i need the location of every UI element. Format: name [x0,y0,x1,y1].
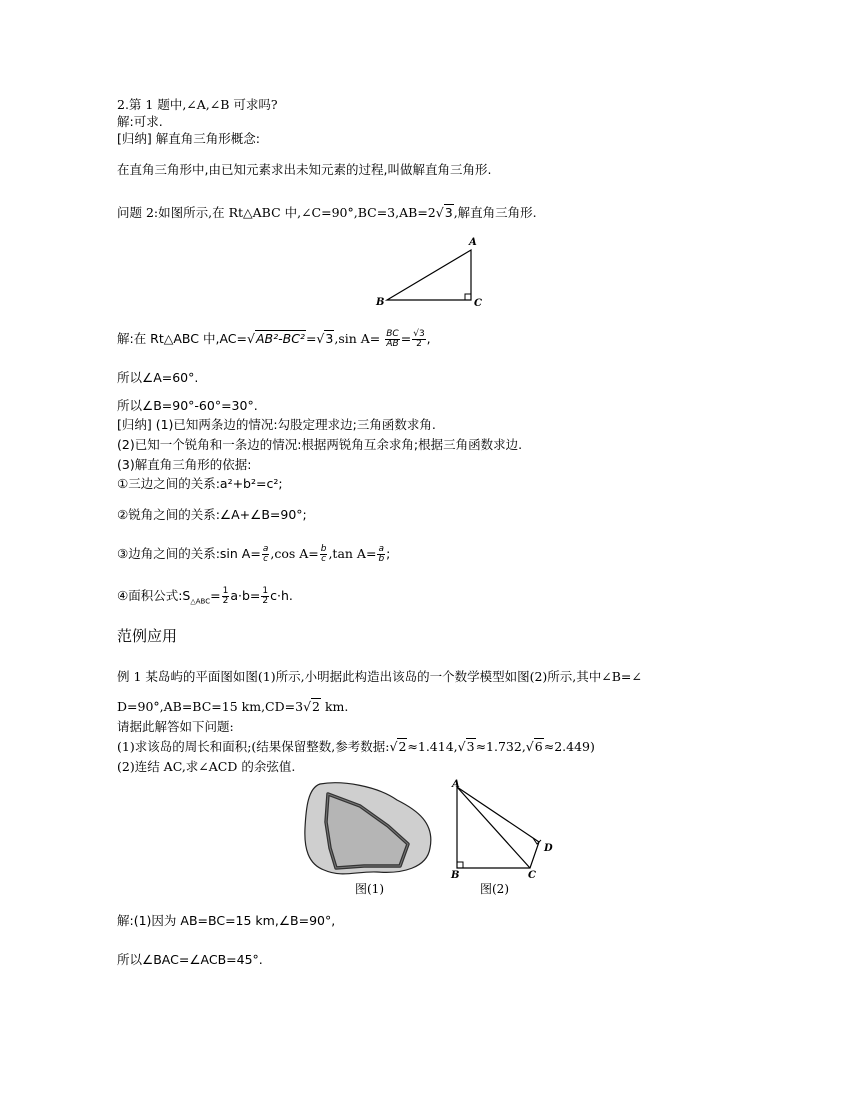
triangle-figure [370,232,490,312]
example-1-line4: (1)求该岛的周长和面积;(结果保留整数,参考数据:√2≈1.414,√3≈1.732,√6≈2.449) [117,739,595,754]
question-2: 2.第 1 题中,∠A,∠B 可求吗? [117,97,278,112]
definition: 在直角三角形中,由已知元素求出未知元素的过程,叫做解直角三角形. [117,162,492,177]
label-b: B [376,297,385,308]
solution-part1-line1: 解:(1)因为 AB=BC=15 km,∠B=90°, [117,913,336,928]
label-b: B [451,870,460,880]
relation-area: ④面积公式$:S_{\triangle ABC}=$ $\frac{1}{2}$ a·b= $\frac{1}{2}$ c·h. [117,586,293,606]
summary-angle-side: (2)已知一个锐角和一条边的情况:根据两锐角互余求角;根据三角函数求边. [117,437,523,452]
summary-basis: (3)解直角三角形的依据: [117,457,252,472]
solution-part1-line2: 所以∠BAC=∠ACB=45°. [117,952,263,967]
angle-a: 所以∠A=60°. [117,370,199,385]
summary-two-sides: [归纳] (1)已知两条边的情况:勾股定理求边;三角函数求角. [117,417,436,432]
example-1-line1: 例 1 某岛屿的平面图如图(1)所示,小明据此构造出该岛的一个数学模型如图(2)所示,其中∠B=∠ [117,669,642,684]
model-figure [448,778,563,880]
summary-concept: [归纳] 解直角三角形概念: [117,131,260,146]
answer-q2: 解:可求. [117,114,163,129]
label-c: C [528,870,536,880]
caption-figure-1: 图(1) [355,882,384,896]
relation-angles: ②锐角之间的关系:∠A+∠B=90°; [117,507,307,522]
label-d: D [544,843,553,854]
section-heading: 范例应用 [117,627,178,645]
example-1-line5: (2)连结 AC,求∠ACD 的余弦值. [117,759,296,774]
relation-sides: ①三边之间的关系:a²+b²=c²; [117,476,283,491]
label-a: A [469,237,477,248]
caption-figure-2: 图(2) [480,882,509,896]
island-map-figure [302,778,437,880]
example-1-line2: D=90°,AB=BC=15 km,CD=3√2 km. [117,699,349,714]
problem-2: 问题 2:如图所示,在 Rt△ABC 中,∠C=90°,BC=3,AB=2√3,解直角三角形. [117,205,537,220]
relation-side-angle: ③边角之间的关系:sin A= $\frac{a}{c}$ ,cos A= $\frac{b}{c}$ ,tan A= $\frac{a}{b}$ ; [117,544,391,564]
label-c: C [474,298,482,309]
solution-ac: 解:在 Rt△ABC 中,AC=√AB²-BC²=√3,sin A= $\frac{BC}{AB}$ = $\frac{√3}{2}$ , [117,329,431,349]
angle-b: 所以∠B=90°-60°=30°. [117,398,258,413]
example-1-line3: 请据此解答如下问题: [117,719,234,734]
label-a: A [452,779,460,790]
